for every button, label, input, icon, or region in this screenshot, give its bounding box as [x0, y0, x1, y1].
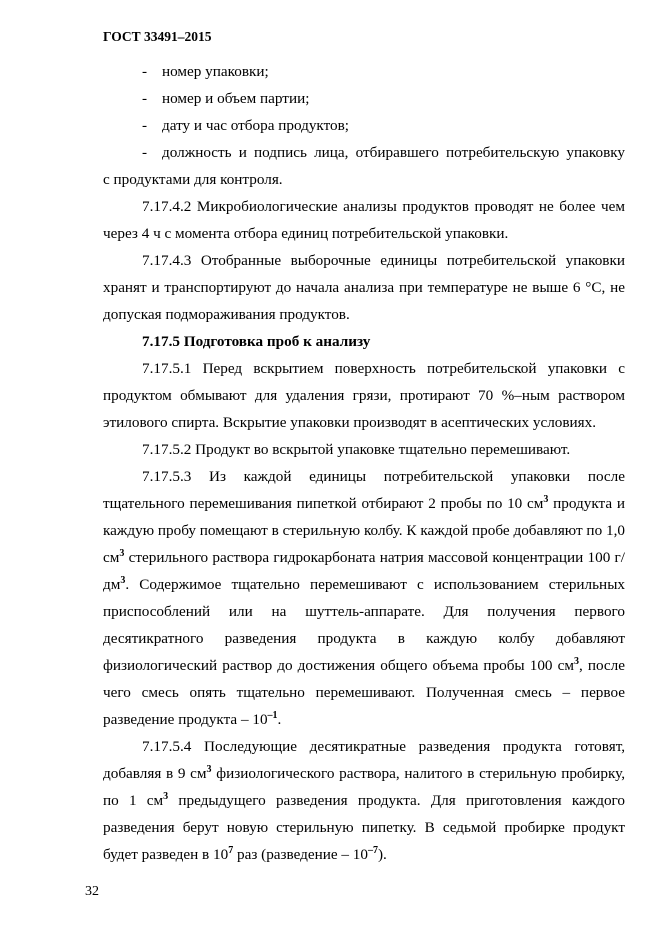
paragraph-7-17-5-4: 7.17.5.4 Последующие десятикратные разведения продукта готовят, добавляя в 9 $см^3$ физиологического раствора, налитого в стерильную пробирку, по 1 $см^3$ предыдущего разведения продукта. Для приготовления каждого разведения берут новую стерильную пипетку. В седьмой пробирке продукт будет разведен в $10^7$ раз (разведение – $10^{-7}$).: [103, 738, 625, 863]
page-number: 32: [85, 884, 99, 899]
superscript: 3: [543, 494, 549, 505]
list-item: [103, 112, 625, 139]
section-heading: 7.17.5 Подготовка проб к анализу: [142, 333, 371, 350]
superscript: 3: [163, 791, 169, 802]
superscript: 3: [119, 548, 125, 559]
list-item-text: должность и подпись лица, отбиравшего потребительскую упаковку: [162, 144, 625, 161]
list-dash: -: [142, 117, 148, 134]
superscript: 7: [228, 845, 234, 856]
list-item-text: дату и час отбора продуктов;: [162, 117, 350, 134]
paragraph-7-17-4-2: 7.17.4.2 Микробиологические анализы продуктов проводят не более чем через 4 ч с момента отбора единиц потребительской упаковки.: [103, 198, 625, 242]
list-dash: -: [142, 63, 148, 80]
superscript: 3: [573, 656, 579, 667]
paragraph-7-17-5-3: 7.17.5.3 Из каждой единицы потребительской упаковки после тщательного перемешивания пипеткой отбирают 2 пробы по 10 $см^3$ продукта и каждую пробу помещают в стерильную колбу. К каждой пробе добавляют по 1,0 $см^3$ стерильного раствора гидрокарбоната натрия массовой концентрации 100 $г/дм^3$. Содержимое тщательно перемешивают с использованием стерильных приспособлений или на шуттель-аппарате. Для получения первого десятикратного разведения продукта в каждую колбу добавляют физиологический раствор до достижения общего объема пробы 100 $см^3$, после чего смесь опять тщательно перемешивают. Полученная смесь – первое разведение продукта – $10^{-1}$.: [103, 468, 625, 728]
superscript: –7: [368, 845, 378, 856]
list-item: [103, 139, 625, 166]
list-item: [103, 85, 625, 112]
list-dash: -: [142, 90, 148, 107]
superscript: 3: [120, 575, 126, 586]
document-header: ГОСТ 33491–2015: [103, 29, 212, 44]
paragraph-7-17-5-1: 7.17.5.1 Перед вскрытием поверхность потребительской упаковки с продуктом обмывают для удаления грязи, протирают 70 %–ным раствором этилового спирта. Вскрытие упаковки производят в асептических условиях.: [103, 360, 625, 431]
list-dash: -: [142, 144, 148, 161]
list-item-text: номер упаковки;: [162, 63, 269, 80]
document-body: [103, 58, 625, 868]
list-item-continuation: с продуктами для контроля.: [103, 171, 283, 188]
superscript: –1: [267, 710, 278, 721]
list-item-text: номер и объем партии;: [162, 90, 310, 107]
superscript: 3: [206, 764, 212, 775]
list-item: [103, 58, 625, 85]
paragraph-7-17-5-2: 7.17.5.2 Продукт во вскрытой упаковке тщательно перемешивают.: [142, 441, 571, 458]
paragraph-7-17-4-3: 7.17.4.3 Отобранные выборочные единицы потребительской упаковки хранят и транспортируют до начала анализа при температуре не выше 6 °С, не допуская подмораживания продуктов.: [103, 252, 625, 323]
